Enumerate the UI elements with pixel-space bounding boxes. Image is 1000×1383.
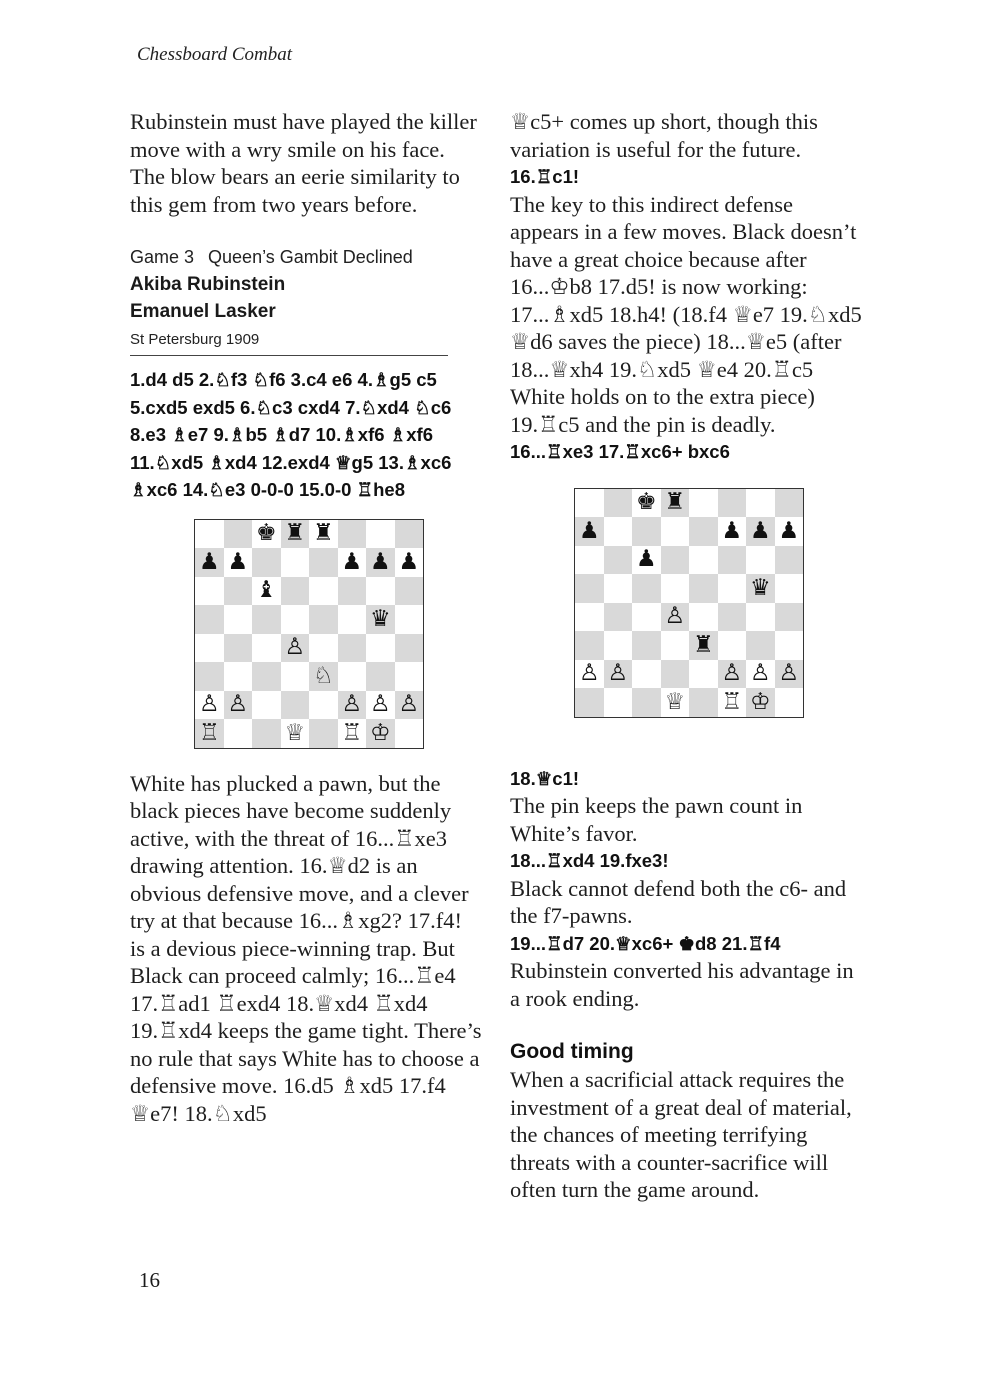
black-pawn-icon: ♟ [369,548,391,575]
square-a4 [575,603,604,632]
square-b7 [224,548,253,577]
white-knight-icon: ♘ [312,662,334,689]
section-heading: Good timing [510,1040,634,1063]
square-e1 [689,688,718,717]
square-c4 [632,603,661,632]
square-h8 [395,520,424,549]
move-19-rd7: 19...♖d7 20.♕xc6+ ♚d8 21.♖f4 [510,932,781,954]
paragraph-2: The key to this indirect defense appears in a few moves. Black doesn’t have a great choice because after 16...♔b8 17.d5! is now working: 17...♗xd5 18.h4! (18.f4 ♕e7 19.♘xd5 ♕d6 saves the piece) 18...♕e5 (after 18...♕xh4 19.♘xd5 ♕e4 20.♖c5 White holds on to the extra piece) 19.♖c5 and the pin is deadly. [510,191,862,437]
square-c8 [632,489,661,518]
square-d8 [661,489,690,518]
game-line [130,244,482,271]
black-queen-icon: ♛ [749,574,771,601]
square-d2 [281,691,310,720]
square-b3 [604,631,633,660]
square-d3 [661,631,690,660]
white-king-icon: ♔ [749,688,771,715]
square-e8 [309,520,338,549]
square-b5 [604,574,633,603]
square-e7 [309,548,338,577]
white-rook-icon: ♖ [721,688,743,715]
black-pawn-icon: ♟ [721,517,743,544]
black-pawn-icon: ♟ [198,548,220,575]
square-f3 [338,662,367,691]
square-b8 [224,520,253,549]
square-c2 [632,660,661,689]
square-f1 [718,688,747,717]
square-a7 [575,517,604,546]
square-h3 [775,631,804,660]
paragraph-6: When a sacrificial attack requires the investment of a great deal of material, the chances of meeting terrifying threats with a counter-sacrifice will often turn the game around. [510,1067,852,1202]
game-header [130,244,482,356]
black-rook-icon: ♜ [664,489,686,516]
square-b6 [604,546,633,575]
square-d6 [661,546,690,575]
white-player: Akiba Rubinstein [130,274,286,295]
square-b2 [604,660,633,689]
white-rook-icon: ♖ [341,719,363,746]
square-a8 [195,520,224,549]
intro-paragraph: Rubinstein must have played the killer move with a wry smile on his face. The blow bears an eerie similarity to this gem from two years before. [130,109,477,217]
white-pawn-icon: ♙ [664,603,686,630]
square-g5 [746,574,775,603]
square-d2 [661,660,690,689]
square-h2 [775,660,804,689]
white-pawn-icon: ♙ [341,691,363,718]
white-pawn-icon: ♙ [198,691,220,718]
square-b5 [224,605,253,634]
square-e4 [689,603,718,632]
square-c7 [252,548,281,577]
square-g7 [746,517,775,546]
square-b2 [224,691,253,720]
square-f5 [718,574,747,603]
chess-diagram-2 [574,488,804,718]
event-name: St Petersburg 1909 [130,331,260,348]
square-a6 [195,577,224,606]
square-h4 [775,603,804,632]
divider [130,355,448,356]
square-e6 [689,546,718,575]
black-rook-icon: ♜ [692,631,714,658]
left-column [130,108,482,1127]
game-moves: 1.d4 d5 2.♘f3 ♘f6 3.c4 e6 4.♗g5 c5 5.cxd5 exd5 6.♘c3 cxd4 7.♘xd4 ♘c6 8.e3 ♗e7 9.♗b5 ♗d7 10.♗xf6 ♗xf6 11.♘xd5 ♗xd4 12.exd4 ♕g5 13.♗xc6 ♗xc6 14.♘e3 0-0-0 15.0-0 ♖he8 [130,369,452,500]
square-g6 [366,577,395,606]
square-f5 [338,605,367,634]
square-b1 [224,719,253,748]
square-h2 [395,691,424,720]
page-number: 16 [139,1268,160,1292]
square-c6 [252,577,281,606]
square-b4 [224,634,253,663]
white-pawn-icon: ♙ [749,660,771,687]
analysis-paragraph: White has plucked a pawn, but the black pieces have become suddenly active, with the threat of 16...♖xe3 drawing attention. 16.♕d2 is an obvious defensive move, and a clever try at that because 16...♗xg2? 17.f4! is a devious piece-winning trap. But Black can proceed calmly; 16...♖e4 17.♖ad1 ♖exd4 18.♕xd4 ♖xd4 19.♖xd4 keeps the game tight. There’s no rule that says White has to choose a defensive move. 16.d5 ♗xd5 17.f4 ♕e7! 18.♘xd5 [130,770,482,1126]
square-g4 [366,634,395,663]
move-18-rxd4: 18...♖xd4 19.fxe3! [510,850,669,871]
white-pawn-icon: ♙ [778,660,800,687]
chess-diagram-1 [194,519,424,749]
square-c3 [632,631,661,660]
square-g3 [746,631,775,660]
square-a3 [195,662,224,691]
square-a2 [195,691,224,720]
white-pawn-icon: ♙ [578,660,600,687]
square-b7 [604,517,633,546]
square-a5 [195,605,224,634]
square-d4 [281,634,310,663]
square-e1 [309,719,338,748]
black-rook-icon: ♜ [312,520,334,547]
square-g2 [746,660,775,689]
white-pawn-icon: ♙ [284,634,306,661]
square-d1 [661,688,690,717]
move-16-rc1: 16.♖c1! [510,166,580,187]
paragraph-1: ♕c5+ comes up short, though this variation is useful for the future. [510,109,818,162]
square-c7 [632,517,661,546]
square-b3 [224,662,253,691]
move-18-qc1: 18.♕c1! [510,767,580,789]
square-a7 [195,548,224,577]
move-16-rxe3: 16...♖xe3 17.♖xc6+ bxc6 [510,441,730,462]
black-queen-icon: ♛ [369,605,391,632]
square-d6 [281,577,310,606]
square-e7 [689,517,718,546]
square-d5 [661,574,690,603]
square-e5 [309,605,338,634]
square-e3 [689,631,718,660]
square-h5 [775,574,804,603]
game-label: Game 3 [130,247,195,267]
square-f8 [718,489,747,518]
paragraph-3: The pin keeps the pawn count in White’s favor. [510,793,803,846]
square-e6 [309,577,338,606]
square-h7 [775,517,804,546]
black-pawn-icon: ♟ [227,548,249,575]
square-g1 [746,688,775,717]
black-king-icon: ♚ [635,489,657,516]
square-g8 [746,489,775,518]
square-e3 [309,662,338,691]
white-pawn-icon: ♙ [607,660,629,687]
square-g5 [366,605,395,634]
square-c1 [252,719,281,748]
square-h3 [395,662,424,691]
square-h5 [395,605,424,634]
square-g1 [366,719,395,748]
square-g3 [366,662,395,691]
black-player: Emanuel Lasker [130,301,276,322]
square-e2 [689,660,718,689]
square-f1 [338,719,367,748]
square-d7 [281,548,310,577]
square-f7 [718,517,747,546]
square-h6 [395,577,424,606]
square-b6 [224,577,253,606]
opening-name: Queen’s Gambit Declined [208,247,413,267]
square-b1 [604,688,633,717]
paragraph-4: Black cannot defend both the c6- and the f7-pawns. [510,875,847,928]
square-g8 [366,520,395,549]
white-pawn-icon: ♙ [369,691,391,718]
square-g4 [746,603,775,632]
square-f6 [338,577,367,606]
square-f7 [338,548,367,577]
black-pawn-icon: ♟ [398,548,420,575]
square-h1 [775,688,804,717]
white-pawn-icon: ♙ [721,660,743,687]
square-f6 [718,546,747,575]
square-c5 [632,574,661,603]
square-e5 [689,574,718,603]
black-pawn-icon: ♟ [778,517,800,544]
square-d1 [281,719,310,748]
square-e4 [309,634,338,663]
white-queen-icon: ♕ [284,719,306,746]
square-a4 [195,634,224,663]
white-queen-icon: ♕ [664,688,686,715]
square-g7 [366,548,395,577]
square-h8 [775,489,804,518]
white-rook-icon: ♖ [198,719,220,746]
black-pawn-icon: ♟ [578,517,600,544]
square-c8 [252,520,281,549]
paragraph-5: Rubinstein converted his advantage in a rook ending. [510,958,854,1011]
diagram-2-wrap [510,466,862,765]
square-f3 [718,631,747,660]
square-c6 [632,546,661,575]
square-h1 [395,719,424,748]
square-a8 [575,489,604,518]
black-bishop-icon: ♝ [255,577,277,604]
square-h6 [775,546,804,575]
diagram-1-wrap [130,504,482,770]
square-c1 [632,688,661,717]
square-c5 [252,605,281,634]
square-e8 [689,489,718,518]
black-pawn-icon: ♟ [749,517,771,544]
square-f8 [338,520,367,549]
square-a2 [575,660,604,689]
square-a6 [575,546,604,575]
black-king-icon: ♚ [255,520,277,547]
square-b8 [604,489,633,518]
square-a3 [575,631,604,660]
square-e2 [309,691,338,720]
square-a1 [575,688,604,717]
square-a5 [575,574,604,603]
white-pawn-icon: ♙ [398,691,420,718]
square-b4 [604,603,633,632]
white-pawn-icon: ♙ [227,691,249,718]
square-g2 [366,691,395,720]
square-c3 [252,662,281,691]
square-h7 [395,548,424,577]
square-d4 [661,603,690,632]
black-pawn-icon: ♟ [341,548,363,575]
white-king-icon: ♔ [369,719,391,746]
square-d8 [281,520,310,549]
square-c4 [252,634,281,663]
right-column [510,108,862,1204]
square-f2 [718,660,747,689]
square-f4 [338,634,367,663]
square-a1 [195,719,224,748]
black-pawn-icon: ♟ [635,546,657,573]
square-d7 [661,517,690,546]
black-rook-icon: ♜ [284,520,306,547]
square-d5 [281,605,310,634]
square-c2 [252,691,281,720]
running-head: Chessboard Combat [137,44,293,65]
square-g6 [746,546,775,575]
square-d3 [281,662,310,691]
square-f4 [718,603,747,632]
square-f2 [338,691,367,720]
square-h4 [395,634,424,663]
